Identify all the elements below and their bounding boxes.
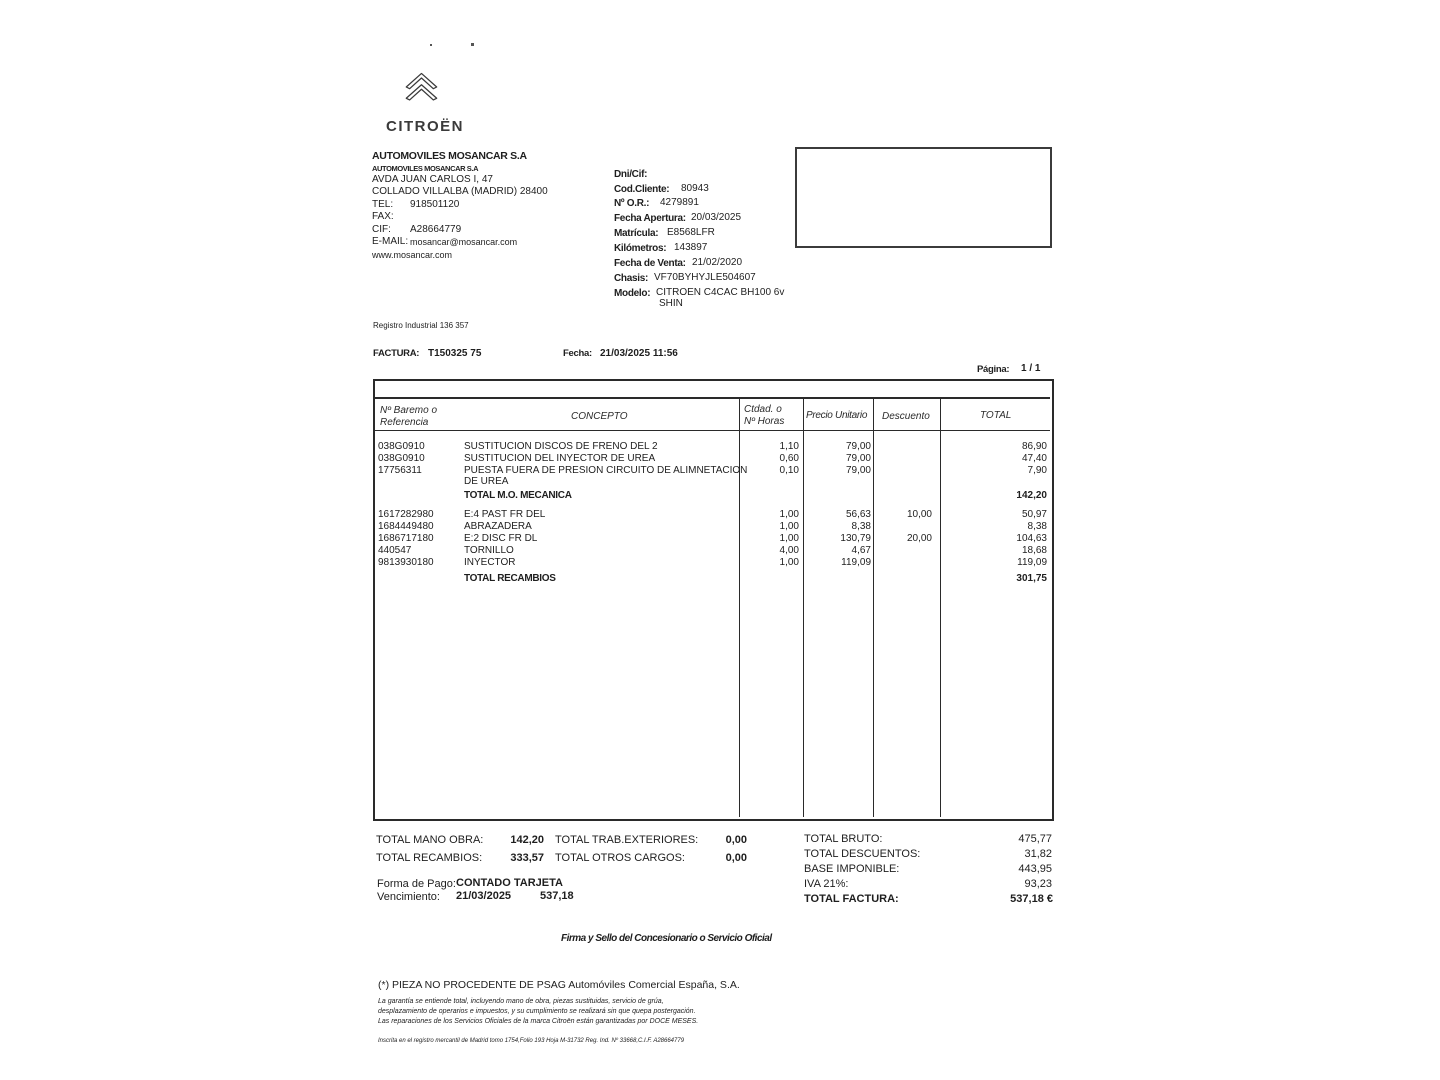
cell-total: 104,63 <box>1016 533 1047 544</box>
factura-number: T150325 75 <box>428 348 482 359</box>
cell-total: 50,97 <box>1021 509 1047 520</box>
company-name-small: AUTOMOVILES MOSANCAR S.A <box>372 164 479 173</box>
total-factura-label: TOTAL FACTURA: <box>804 893 899 905</box>
cell-cant: 0,60 <box>779 453 799 464</box>
forma-pago-label: Forma de Pago: <box>377 878 456 890</box>
matricula-label: Matrícula: <box>614 228 659 239</box>
kilometros-label: Kilómetros: <box>614 243 667 254</box>
cell-precio: 79,00 <box>845 441 871 452</box>
table-header-divider <box>375 430 1050 431</box>
total-trab-ext: 0,00 <box>725 834 747 846</box>
cell-concepto: INYECTOR <box>464 557 516 568</box>
company-fax-label: FAX: <box>372 211 394 222</box>
table-row <box>378 533 1048 545</box>
header-concepto: CONCEPTO <box>571 411 628 422</box>
iva-label: IVA 21%: <box>804 878 849 890</box>
chasis-label: Chasis: <box>614 273 649 284</box>
header-cant-2: Nº Horas <box>744 416 785 427</box>
cod-cliente: 80943 <box>681 183 709 194</box>
table-row <box>378 509 1048 521</box>
forma-pago: CONTADO TARJETA <box>456 877 563 889</box>
cell-ref: 038G0910 <box>378 453 425 464</box>
cell-ref: 1684449480 <box>378 521 434 532</box>
company-address: AVDA JUAN CARLOS I, 47 <box>372 174 493 185</box>
pieza-note: (*) PIEZA NO PROCEDENTE DE PSAG Automóviles Comercial España, S.A. <box>378 979 740 991</box>
cell-cant: 1,00 <box>779 521 799 532</box>
labour-total: 142,20 <box>1016 490 1047 501</box>
header-total: TOTAL <box>980 410 1012 421</box>
total-recambios-label: TOTAL RECAMBIOS: <box>376 852 483 864</box>
header-cant-1: Ctdad. o <box>744 404 782 415</box>
or-label: Nº O.R.: <box>614 198 650 209</box>
garantia-line-3: Las reparaciones de los Servicios Oficiales de la marca Citroën están garantizadas por DOCE MESES. <box>378 1018 699 1025</box>
total-otros-label: TOTAL OTROS CARGOS: <box>555 852 685 864</box>
company-cif: A28664779 <box>410 224 462 235</box>
chasis: VF70BYHYJLE504607 <box>654 272 756 283</box>
pagina-label: Página: <box>977 364 1010 375</box>
company-tel: 918501120 <box>410 199 460 210</box>
total-descuentos-label: TOTAL DESCUENTOS: <box>804 848 921 860</box>
cell-concepto: SUSTITUCION DISCOS DE FRENO DEL 2 <box>464 441 658 452</box>
brand-name: CITROËN <box>386 118 464 135</box>
garantia-line-2: desplazamiento de operarios e impuestos, y su cumplimiento se realizará sin que quepa postergación. <box>378 1008 696 1015</box>
table-row <box>378 521 1048 533</box>
scan-dot <box>430 44 432 46</box>
table-row <box>378 465 1048 489</box>
header-ref-2: Referencia <box>380 417 429 428</box>
labour-total-label: TOTAL M.O. MECANICA <box>464 490 572 501</box>
fecha-venta: 21/02/2020 <box>692 257 743 268</box>
fecha-apertura-label: Fecha Apertura: <box>614 213 686 224</box>
base-imponible-label: BASE IMPONIBLE: <box>804 863 900 875</box>
table-row <box>378 453 1048 465</box>
labour-total-row <box>378 490 1048 502</box>
vencimiento-importe: 537,18 <box>540 890 574 902</box>
cell-total: 119,09 <box>1017 557 1047 568</box>
header-ref-1: Nº Baremo o <box>380 405 438 416</box>
cell-cant: 1,10 <box>779 441 799 452</box>
company-email-label: E-MAIL: <box>372 236 409 247</box>
company-city: COLLADO VILLALBA (MADRID) 28400 <box>372 186 548 197</box>
fecha-venta-label: Fecha de Venta: <box>614 258 686 269</box>
cell-descuento: 10,00 <box>906 509 932 520</box>
cell-total: 18,68 <box>1021 545 1047 556</box>
modelo-line-2: SHIN <box>659 298 683 309</box>
cell-concepto-cont: DE UREA <box>464 476 509 487</box>
fecha-apertura: 20/03/2025 <box>691 212 742 223</box>
cell-total: 7,90 <box>1027 465 1047 476</box>
citroen-double-chevron-icon <box>404 58 466 116</box>
cell-precio: 56,63 <box>845 509 871 520</box>
cell-total: 86,90 <box>1021 441 1047 452</box>
cell-cant: 1,00 <box>779 509 799 520</box>
header-descuento: Descuento <box>882 411 930 422</box>
total-otros: 0,00 <box>725 852 747 864</box>
total-bruto: 475,77 <box>1018 833 1052 845</box>
cell-descuento: 20,00 <box>906 533 932 544</box>
cell-concepto: TORNILLO <box>464 545 514 556</box>
garantia-line-1: La garantía se entiende total, incluyendo mano de obra, piezas sustituidas, servicio de grúa, <box>378 998 664 1005</box>
cell-cant: 1,00 <box>779 557 799 568</box>
total-mano-obra: 142,20 <box>510 834 544 846</box>
company-tel-label: TEL: <box>372 199 394 210</box>
table-top-bar <box>373 379 1050 399</box>
factura-label: FACTURA: <box>373 348 420 359</box>
firma-sello: Firma y Sello del Concesionario o Servicio Oficial <box>561 933 772 944</box>
cell-ref: 17756311 <box>378 465 422 476</box>
cell-ref: 9813930180 <box>378 557 434 568</box>
or-number: 4279891 <box>660 197 699 208</box>
total-recambios: 333,57 <box>510 852 544 864</box>
kilometros: 143897 <box>674 242 708 253</box>
fecha-label: Fecha: <box>563 348 592 359</box>
modelo-label: Modelo: <box>614 288 651 299</box>
registro-mercantil: Inscrita en el registro mercantil de Madrid tomo 1754,Folio 193 Hoja M-31732 Reg. Ind. Nº 33668,C.I.F. A28664779 <box>378 1038 685 1044</box>
cell-precio: 119,09 <box>841 557 871 568</box>
company-cif-label: CIF: <box>372 224 391 235</box>
table-row <box>378 557 1048 569</box>
cell-total: 47,40 <box>1021 453 1047 464</box>
cell-cant: 0,10 <box>779 465 799 476</box>
cell-concepto: SUSTITUCION DEL INYECTOR DE UREA <box>464 453 656 464</box>
cell-precio: 79,00 <box>845 453 871 464</box>
cell-cant: 1,00 <box>779 533 799 544</box>
total-descuentos: 31,82 <box>1024 848 1052 860</box>
cell-precio: 8,38 <box>851 521 871 532</box>
table-row <box>378 441 1048 453</box>
table-row <box>378 545 1048 557</box>
cell-cant: 4,00 <box>779 545 799 556</box>
dni-label: Dni/Cif: <box>614 169 648 180</box>
cell-concepto: E:2 DISC FR DL <box>464 533 538 544</box>
fecha-factura: 21/03/2025 11:56 <box>600 348 678 359</box>
cell-ref: 1617282980 <box>378 509 434 520</box>
cell-total: 8,38 <box>1027 521 1047 532</box>
recipient-address-box <box>795 147 1052 248</box>
total-mano-obra-label: TOTAL MANO OBRA: <box>376 834 484 846</box>
total-trab-ext-label: TOTAL TRAB.EXTERIORES: <box>555 834 699 846</box>
total-bruto-label: TOTAL BRUTO: <box>804 833 883 845</box>
company-registro: Registro Industrial 136 357 <box>373 321 469 330</box>
total-factura: 537,18 € <box>1010 893 1053 905</box>
scan-dot <box>471 43 474 46</box>
modelo-line-1: CITROEN C4CAC BH100 6v <box>656 287 785 298</box>
iva: 93,23 <box>1024 878 1052 890</box>
matricula: E8568LFR <box>667 227 715 238</box>
company-web: www.mosancar.com <box>372 250 453 260</box>
cell-precio: 130,79 <box>840 533 871 544</box>
company-email: mosancar@mosancar.com <box>410 237 518 247</box>
cell-ref: 038G0910 <box>378 441 425 452</box>
parts-total: 301,75 <box>1016 573 1047 584</box>
parts-total-row <box>378 573 1048 585</box>
cell-ref: 440547 <box>378 545 412 556</box>
pagina: 1 / 1 <box>1021 363 1041 374</box>
vencimiento-label: Vencimiento: <box>377 891 440 903</box>
cell-precio: 79,00 <box>845 465 871 476</box>
cell-concepto: E:4 PAST FR DEL <box>464 509 546 520</box>
vencimiento-fecha: 21/03/2025 <box>456 890 512 902</box>
cell-precio: 4,67 <box>851 545 871 556</box>
parts-total-label: TOTAL RECAMBIOS <box>464 573 556 584</box>
cod-cliente-label: Cod.Cliente: <box>614 184 670 195</box>
header-precio: Precio Unitario <box>806 410 868 421</box>
cell-concepto: PUESTA FUERA DE PRESION CIRCUITO DE ALIMNETACION <box>464 465 748 476</box>
cell-ref: 1686717180 <box>378 533 434 544</box>
base-imponible: 443,95 <box>1018 863 1052 875</box>
cell-concepto: ABRAZADERA <box>464 521 532 532</box>
company-name: AUTOMOVILES MOSANCAR S.A <box>372 150 527 162</box>
